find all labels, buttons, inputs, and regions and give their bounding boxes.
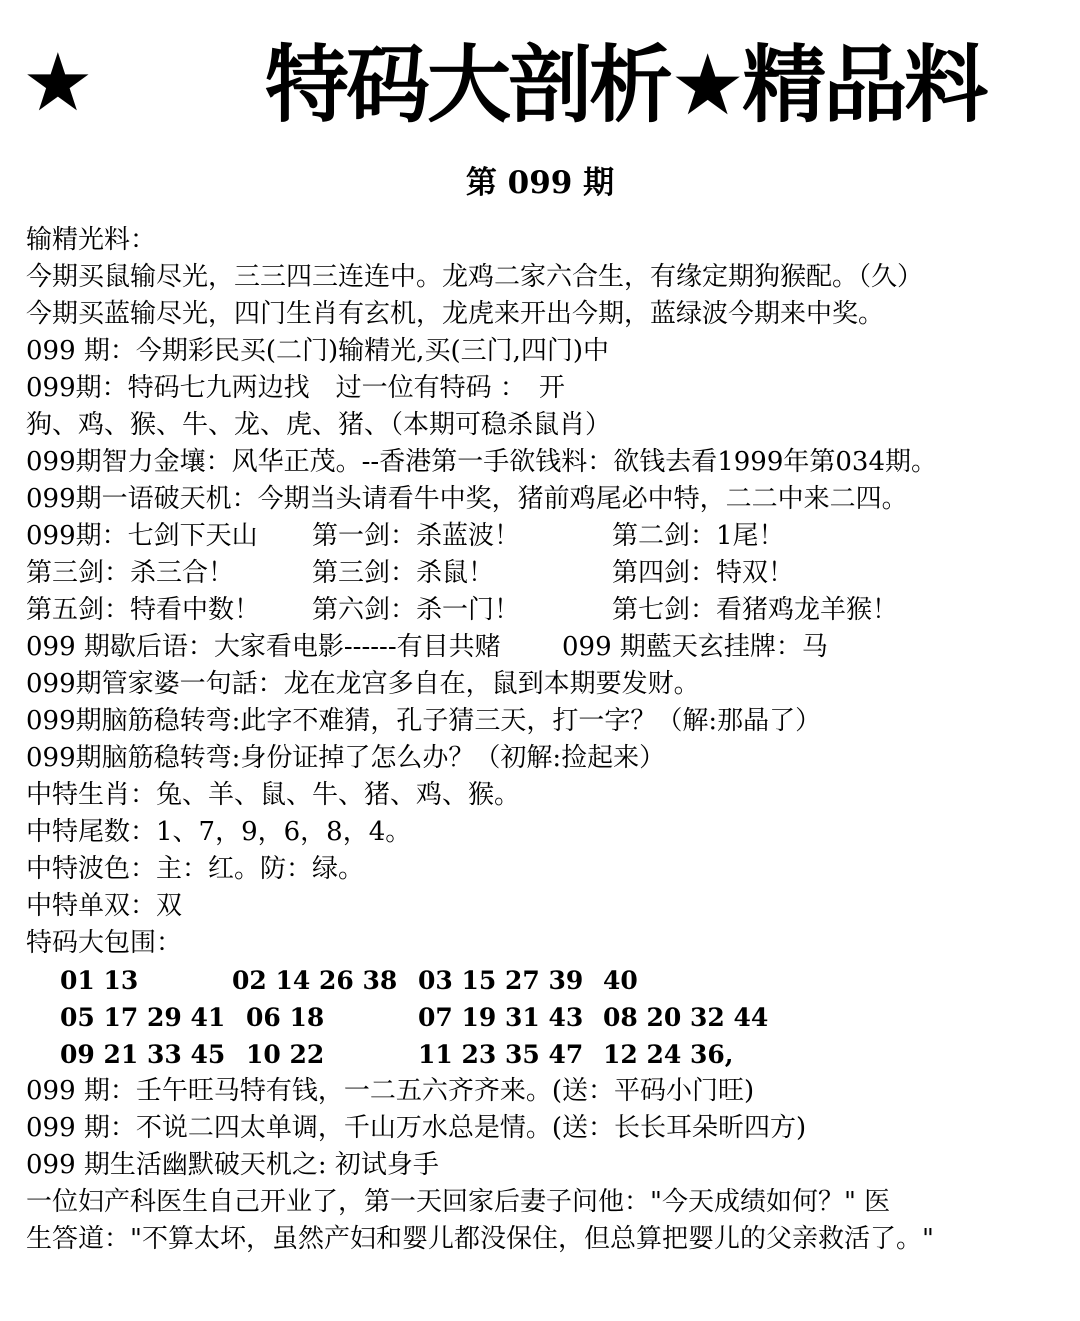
- text-line: 生答道："不算太坏，虽然产妇和婴儿都没保住，但总算把婴儿的父亲救活了。": [26, 1224, 934, 1254]
- text-line: 099期智力金壤：风华正茂。--香港第一手欲钱料：欲钱去看1999年第034期。: [26, 447, 937, 477]
- banner-clue: 099 期藍天玄挂牌：马: [562, 632, 828, 662]
- number-group: 08 20 32 44: [603, 1003, 769, 1032]
- number-group: 02 14 26 38: [232, 966, 398, 995]
- text-line: 099期脑筋稳转弯:此字不难猜，孔子猜三天，打一字？（解:那晶了）: [26, 706, 822, 736]
- text-line: 今期买鼠输尽光，三三四三连连中。龙鸡二家六合生，有缘定期狗猴配。（久）: [26, 262, 924, 292]
- number-group: 10 22: [246, 1040, 325, 1069]
- text-line: 099期脑筋稳转弯:身份证掉了怎么办？（初解:捡起来）: [26, 743, 666, 773]
- text-line: 中特波色：主：红。防：绿。: [26, 854, 365, 884]
- number-group: 06 18: [246, 1003, 325, 1032]
- text-line: 099期一语破天机：今期当头请看牛中奖，猪前鸡尾必中特，二二中来二四。: [26, 484, 908, 514]
- star-icon: ★: [22, 36, 94, 129]
- text-line: 狗、鸡、猴、牛、龙、虎、猪、（本期可稳杀鼠肖）: [26, 410, 612, 440]
- sword-cell: 第四剑：特双！: [612, 558, 795, 588]
- text-line: 099 期：壬午旺马特有钱，一二五六齐齐来。(送：平码小门旺): [26, 1076, 755, 1106]
- text-line: 特码大包围：: [26, 928, 183, 958]
- article-body: [26, 222, 1066, 1258]
- header-banner: [0, 25, 1080, 135]
- number-group: 40: [603, 966, 638, 995]
- sword-row: [26, 518, 1066, 555]
- sword-cell: 第七剑：看猪鸡龙羊猴！: [612, 595, 899, 625]
- text-line: 一位妇产科医生自己开业了，第一天回家后妻子问他："今天成绩如何？" 医: [26, 1187, 891, 1217]
- sword-cell: 099期：七剑下天山: [26, 521, 258, 551]
- riddle-row: [26, 629, 1066, 666]
- sword-cell: 第一剑：杀蓝波！: [312, 521, 521, 551]
- sword-cell: 第三剑：杀鼠！: [312, 558, 495, 588]
- text-line: 中特生肖：兔、羊、鼠、牛、猪、鸡、猴。: [26, 780, 521, 810]
- text-line: 099 期：不说二四太单调，千山万水总是情。(送：长长耳朵昕四方): [26, 1113, 807, 1143]
- sword-cell: 第三剑：杀三合！: [26, 558, 235, 588]
- text-line: 099期：特码七九两边找 过一位有特码 ： 开: [26, 373, 565, 403]
- sword-row: [26, 592, 1066, 629]
- number-group: 11 23 35 47: [418, 1040, 584, 1069]
- text-line: 中特尾数：1、7，9，6，8，4。: [26, 817, 412, 847]
- sword-cell: 第五剑：特看中数！: [26, 595, 261, 625]
- sword-cell: 第二剑：1尾！: [612, 521, 785, 551]
- text-line: 099期管家婆一句話：龙在龙宫多自在，鼠到本期要发财。: [26, 669, 700, 699]
- text-line: 099 期生活幽默破天机之: 初试身手: [26, 1150, 439, 1180]
- number-group: 12 24 36,: [603, 1040, 734, 1069]
- issue-number: 第 099 期: [465, 165, 615, 201]
- number-group: 05 17 29 41: [60, 1003, 226, 1032]
- number-group: 01 13: [60, 966, 139, 995]
- text-line: 中特单双：双: [26, 891, 183, 921]
- number-group: 07 19 31 43: [418, 1003, 584, 1032]
- text-line: 今期买蓝输尽光，四门生肖有玄机，龙虎来开出今期，蓝绿波今期来中奖。: [26, 299, 885, 329]
- number-group: 09 21 33 45: [60, 1040, 226, 1069]
- text-line: 099 期：今期彩民买(二门)输精光,买(三门,四门)中: [26, 336, 609, 366]
- number-row: [26, 1036, 1066, 1073]
- text-line: 输精光料：: [26, 225, 157, 255]
- number-row: [26, 999, 1066, 1036]
- banner-title: 特码大剖析★精品料: [265, 36, 986, 134]
- number-row: [26, 962, 1066, 999]
- number-group: 03 15 27 39: [418, 966, 584, 995]
- sword-row: [26, 555, 1066, 592]
- riddle-text: 099 期歇后语：大家看电影------有目共赌: [26, 632, 501, 662]
- sword-cell: 第六剑：杀一门！: [312, 595, 521, 625]
